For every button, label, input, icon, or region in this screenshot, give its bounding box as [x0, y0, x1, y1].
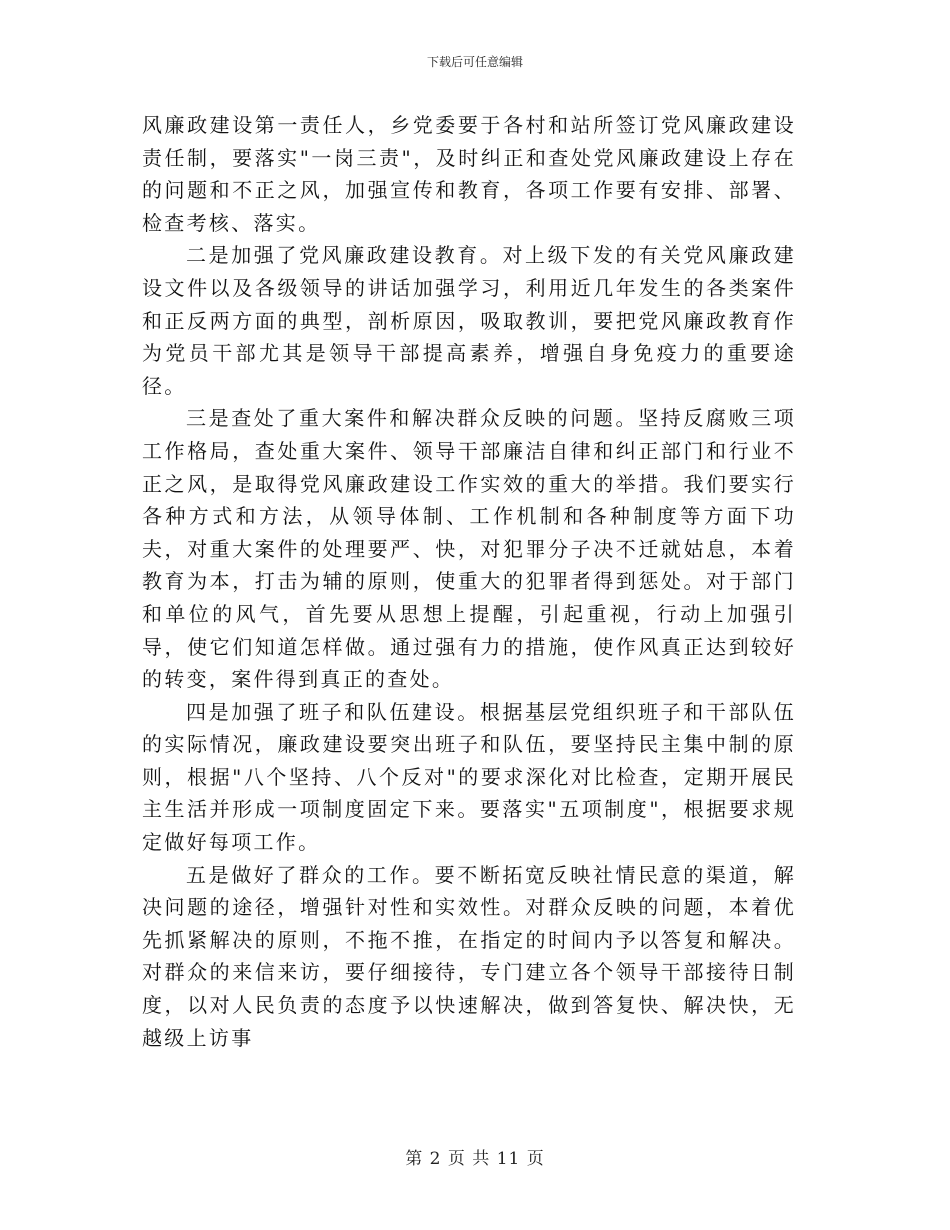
page-footer: [0, 1148, 950, 1170]
paragraph-3: 三是查处了重大案件和解决群众反映的问题。坚持反腐败三项工作格局，查处重大案件、领导干部廉洁自律和纠正部门和行业不正之风，是取得党风廉政建设工作实效的重大的举措。我们要实行各种方式和方法，从领导体制、工作机制和各种制度等方面下功夫，对重大案件的处理要严、快，对犯罪分子决不迁就姑息，本着教育为本，打击为辅的原则，使重大的犯罪者得到惩处。对于部门和单位的风气，首先要从思想上提醒，引起重视，行动上加强引导，使它们知道怎样做。通过强有力的措施，使作风真正达到较好的转变，案件得到真正的查处。: [142, 406, 796, 692]
footer-suffix: 页: [526, 1149, 545, 1169]
paragraph-2: 二是加强了党风廉政建设教育。对上级下发的有关党风廉政建设文件以及各级领导的讲话加强学习，利用近几年发生的各类案件和正反两方面的典型，剖析原因，吸取教训，要把党风廉政教育作为党员干部尤其是领导干部提高素养，增强自身免疫力的重要途径。: [142, 243, 796, 398]
paragraph-5: 五是做好了群众的工作。要不断拓宽反映社情民意的渠道，解决问题的途径，增强针对性和实效性。对群众反映的问题，本着优先抓紧解决的原则，不拖不推，在指定的时间内予以答复和解决。对群众的来信来访，要仔细接待，专门建立各个领导干部接待日制度，以对人民负责的态度予以快速解决，做到答复快、解决快，无越级上访事: [142, 862, 796, 1050]
footer-total-pages: 11: [496, 1149, 521, 1169]
paragraph-1: 风廉政建设第一责任人，乡党委要于各村和站所签订党风廉政建设责任制，要落实"一岗三责"，及时纠正和查处党风廉政建设上存在的问题和不正之风，加强宣传和教育，各项工作要有安排、部署、检查考核、落实。: [142, 113, 796, 235]
footer-middle: 页 共: [447, 1149, 491, 1169]
footer-page-number: 2: [429, 1149, 442, 1169]
page-header: 下载后可任意编辑: [426, 55, 523, 69]
document-body: [142, 109, 796, 1054]
paragraph-4: 四是加强了班子和队伍建设。根据基层党组织班子和干部队伍的实际情况，廉政建设要突出班子和队伍，要坚持民主集中制的原则，根据"八个坚持、八个反对"的要求深化对比检查，定期开展民主生活并形成一项制度固定下来。要落实"五项制度"，根据要求规定做好每项工作。: [142, 699, 796, 855]
footer-prefix: 第: [405, 1149, 424, 1169]
